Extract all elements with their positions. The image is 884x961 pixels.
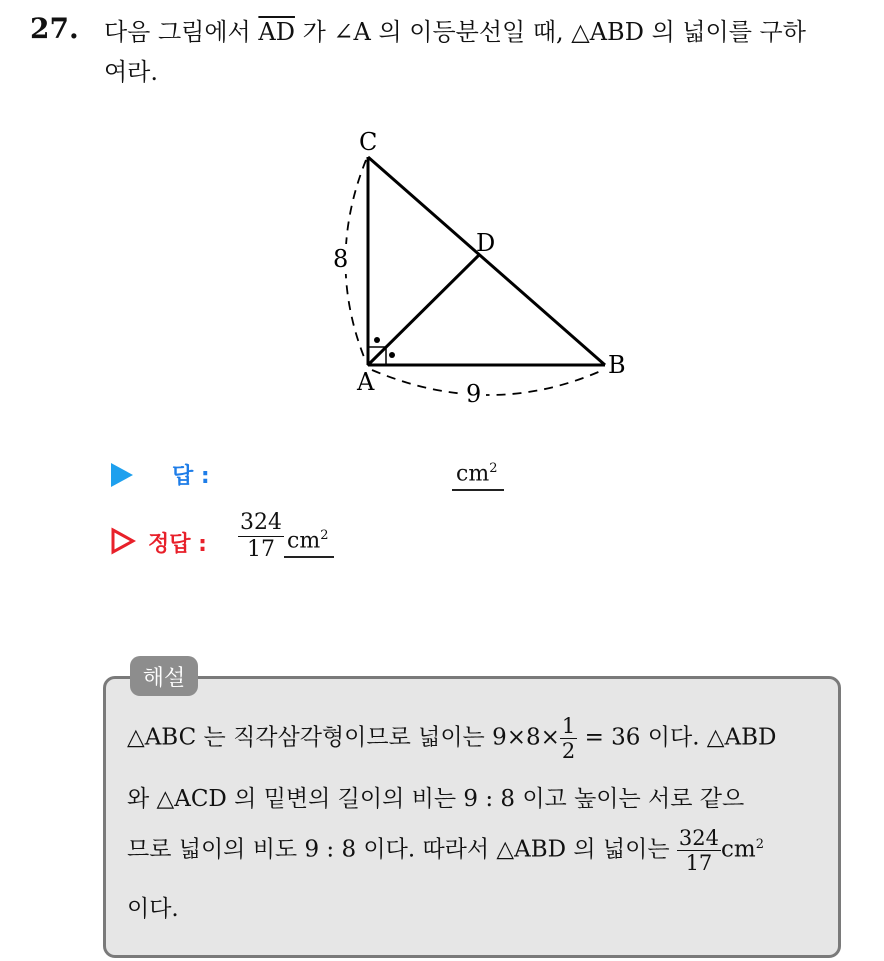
vertex-label-a: A bbox=[357, 368, 375, 396]
explanation-text: △ABC 는 직각삼각형이므로 넓이는 9×8× bbox=[127, 724, 560, 751]
correct-outline-icon bbox=[110, 527, 136, 555]
fraction-numerator: 1 bbox=[561, 714, 576, 738]
correct-unit bbox=[287, 528, 328, 553]
triangle-figure bbox=[320, 118, 650, 418]
answer-label: 답 : bbox=[172, 464, 210, 489]
fraction-denominator: 17 bbox=[247, 537, 275, 562]
fraction-denominator: 2 bbox=[561, 739, 576, 763]
unit-sup: 2 bbox=[755, 836, 764, 852]
fraction-numerator: 324 bbox=[678, 826, 719, 850]
side-label-9: 9 bbox=[466, 380, 482, 408]
dimension-arc-ab bbox=[372, 370, 603, 395]
correct-underline bbox=[284, 556, 334, 558]
explanation-line4: 이다. bbox=[127, 896, 179, 922]
unit-text: cm bbox=[720, 836, 756, 863]
angle-dot-2 bbox=[389, 352, 395, 358]
explanation-fraction-result bbox=[677, 826, 721, 875]
correct-label: 정답 : bbox=[148, 532, 207, 557]
explanation-text: = 36 이다. △ABD bbox=[577, 724, 777, 751]
vertex-label-b: B bbox=[608, 351, 626, 379]
explanation-line3 bbox=[127, 826, 764, 875]
unit-sup: 2 bbox=[320, 528, 329, 543]
answer-blank-line[interactable] bbox=[452, 489, 504, 491]
explanation-tab: 해설 bbox=[130, 656, 198, 696]
segment-ad: $\overline{AD}$ bbox=[258, 18, 295, 46]
angle-dot-1 bbox=[374, 337, 380, 343]
explanation-fraction-half bbox=[560, 714, 577, 763]
side-cb bbox=[368, 157, 605, 365]
explanation-text: 므로 넓이의 비도 9 : 8 이다. 따라서 △ABD 의 넓이는 bbox=[127, 836, 677, 863]
bisector-ad bbox=[368, 254, 480, 365]
answer-play-icon bbox=[111, 463, 133, 487]
explanation-line1 bbox=[127, 714, 776, 763]
vertex-label-c: C bbox=[359, 128, 378, 156]
fraction-numerator: 324 bbox=[240, 510, 282, 535]
side-label-8: 8 bbox=[333, 245, 349, 273]
question-text-line2: 여라. bbox=[104, 58, 158, 86]
vertex-label-d: D bbox=[476, 229, 496, 257]
question-text-line1 bbox=[104, 16, 806, 48]
question-text-part: 가 ∠A 의 이등분선일 때, △ABD 의 넓이를 구하 bbox=[294, 18, 806, 46]
unit-sup: 2 bbox=[489, 461, 498, 476]
correct-fraction bbox=[238, 510, 284, 563]
unit-text: cm bbox=[456, 461, 490, 487]
unit-text: cm bbox=[287, 528, 321, 554]
fraction-denominator: 17 bbox=[685, 851, 713, 875]
question-text-part: 다음 그림에서 bbox=[104, 18, 259, 46]
answer-unit bbox=[456, 461, 497, 486]
explanation-line2: 와 △ACD 의 밑변의 길이의 비는 9 : 8 이고 높이는 서로 같으 bbox=[127, 786, 745, 812]
question-number: 27. bbox=[30, 12, 79, 45]
correct-value bbox=[238, 510, 284, 563]
